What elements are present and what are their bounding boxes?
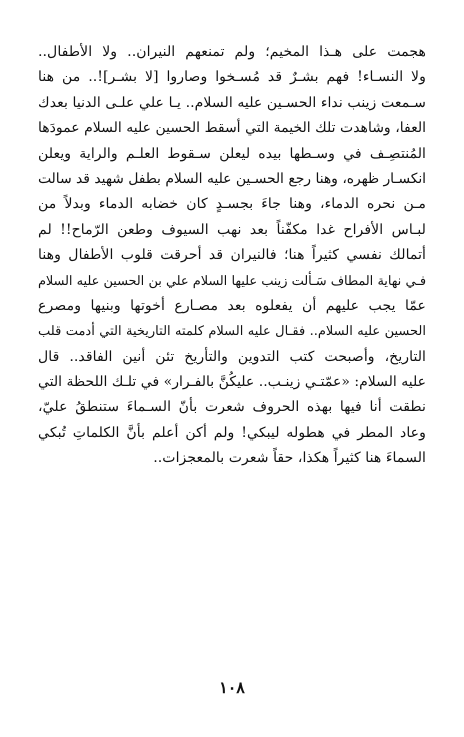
text-line: فـي نهاية المطاف سَـألت زينب عليها السلام علي بن الحسين عليه السلام: [38, 273, 426, 289]
text-line: هجمت على هـذا المخيم؛ ولم تمنعهم النيران.. ولا الأطفال..: [38, 44, 426, 60]
text-line: ولا النسـاء! فهم بشـرٌ قد مُسـخوا وصاروا [لا بشـر]!.. من هنا: [38, 69, 426, 86]
text-line: السماءَ هنا كثيراً هكذا، حقاً شعرت بالمعجزات..: [153, 450, 426, 467]
text-line: مـن نحره الدماء، وهنا جاءَ بجسـدٍ كان خضابه الدماء وبدلاً من: [38, 196, 426, 213]
text-line: انكسـار ظهره، وهنا رجع الحسـين عليه السلام بطفل شهيد قد سالت: [38, 170, 426, 187]
text-line: العفا، وشاهدت تلك الخيمة التي أسقط الحسين عليه السلام عمودَها: [38, 120, 426, 137]
page-number: ١٠٨: [219, 678, 245, 697]
text-line: الحسين عليه السلام.. فقـال عليه السلام كلمته التاريخية التي أدمت قلب: [38, 324, 426, 340]
text-line: لبـاس الأفراح غدا مكفّناً بعد نهب السيوف وطعن الرّماح!! لم: [38, 221, 426, 238]
text-line: عليه السلام: «عمّتـي زينـب.. عليكُنَّ بالفـرار» في تلـك اللحظة التي: [38, 374, 426, 391]
text-line: عمّا يجب عليهم أن يفعلوه بعد مصـارع أخوتها وبنيها ومصرع: [38, 297, 426, 314]
text-line: سـمعت زينب نداء الحسـين عليه السلام.. يـا علي علـى الدنيا بعدك: [38, 94, 426, 111]
text-line: أتمالك نفسي كثيراً هنا؛ فالنيران قد أحرقت قلوب الأطفال وهنا: [38, 247, 426, 264]
text-line: نطقت أنا فيها بهذه الحروف شعرت بأنّ السـماءَ ستنطقُ عليّ،: [38, 399, 426, 416]
text-line: المُنتصِـف في وسـطها بيده ليعلن سـقوط العلـم والراية ويعلن: [38, 145, 426, 162]
text-line: وعاد المطر في هطوله ليبكي! ولم أكن أعلم بأنَّ الكلماتِ تُبكي: [38, 424, 426, 441]
text-line: التاريخ، وأصبحت كتب التدوين والتأريخ تئن أنين الفاقد.. قال: [38, 348, 426, 365]
body-text: [38, 40, 426, 472]
